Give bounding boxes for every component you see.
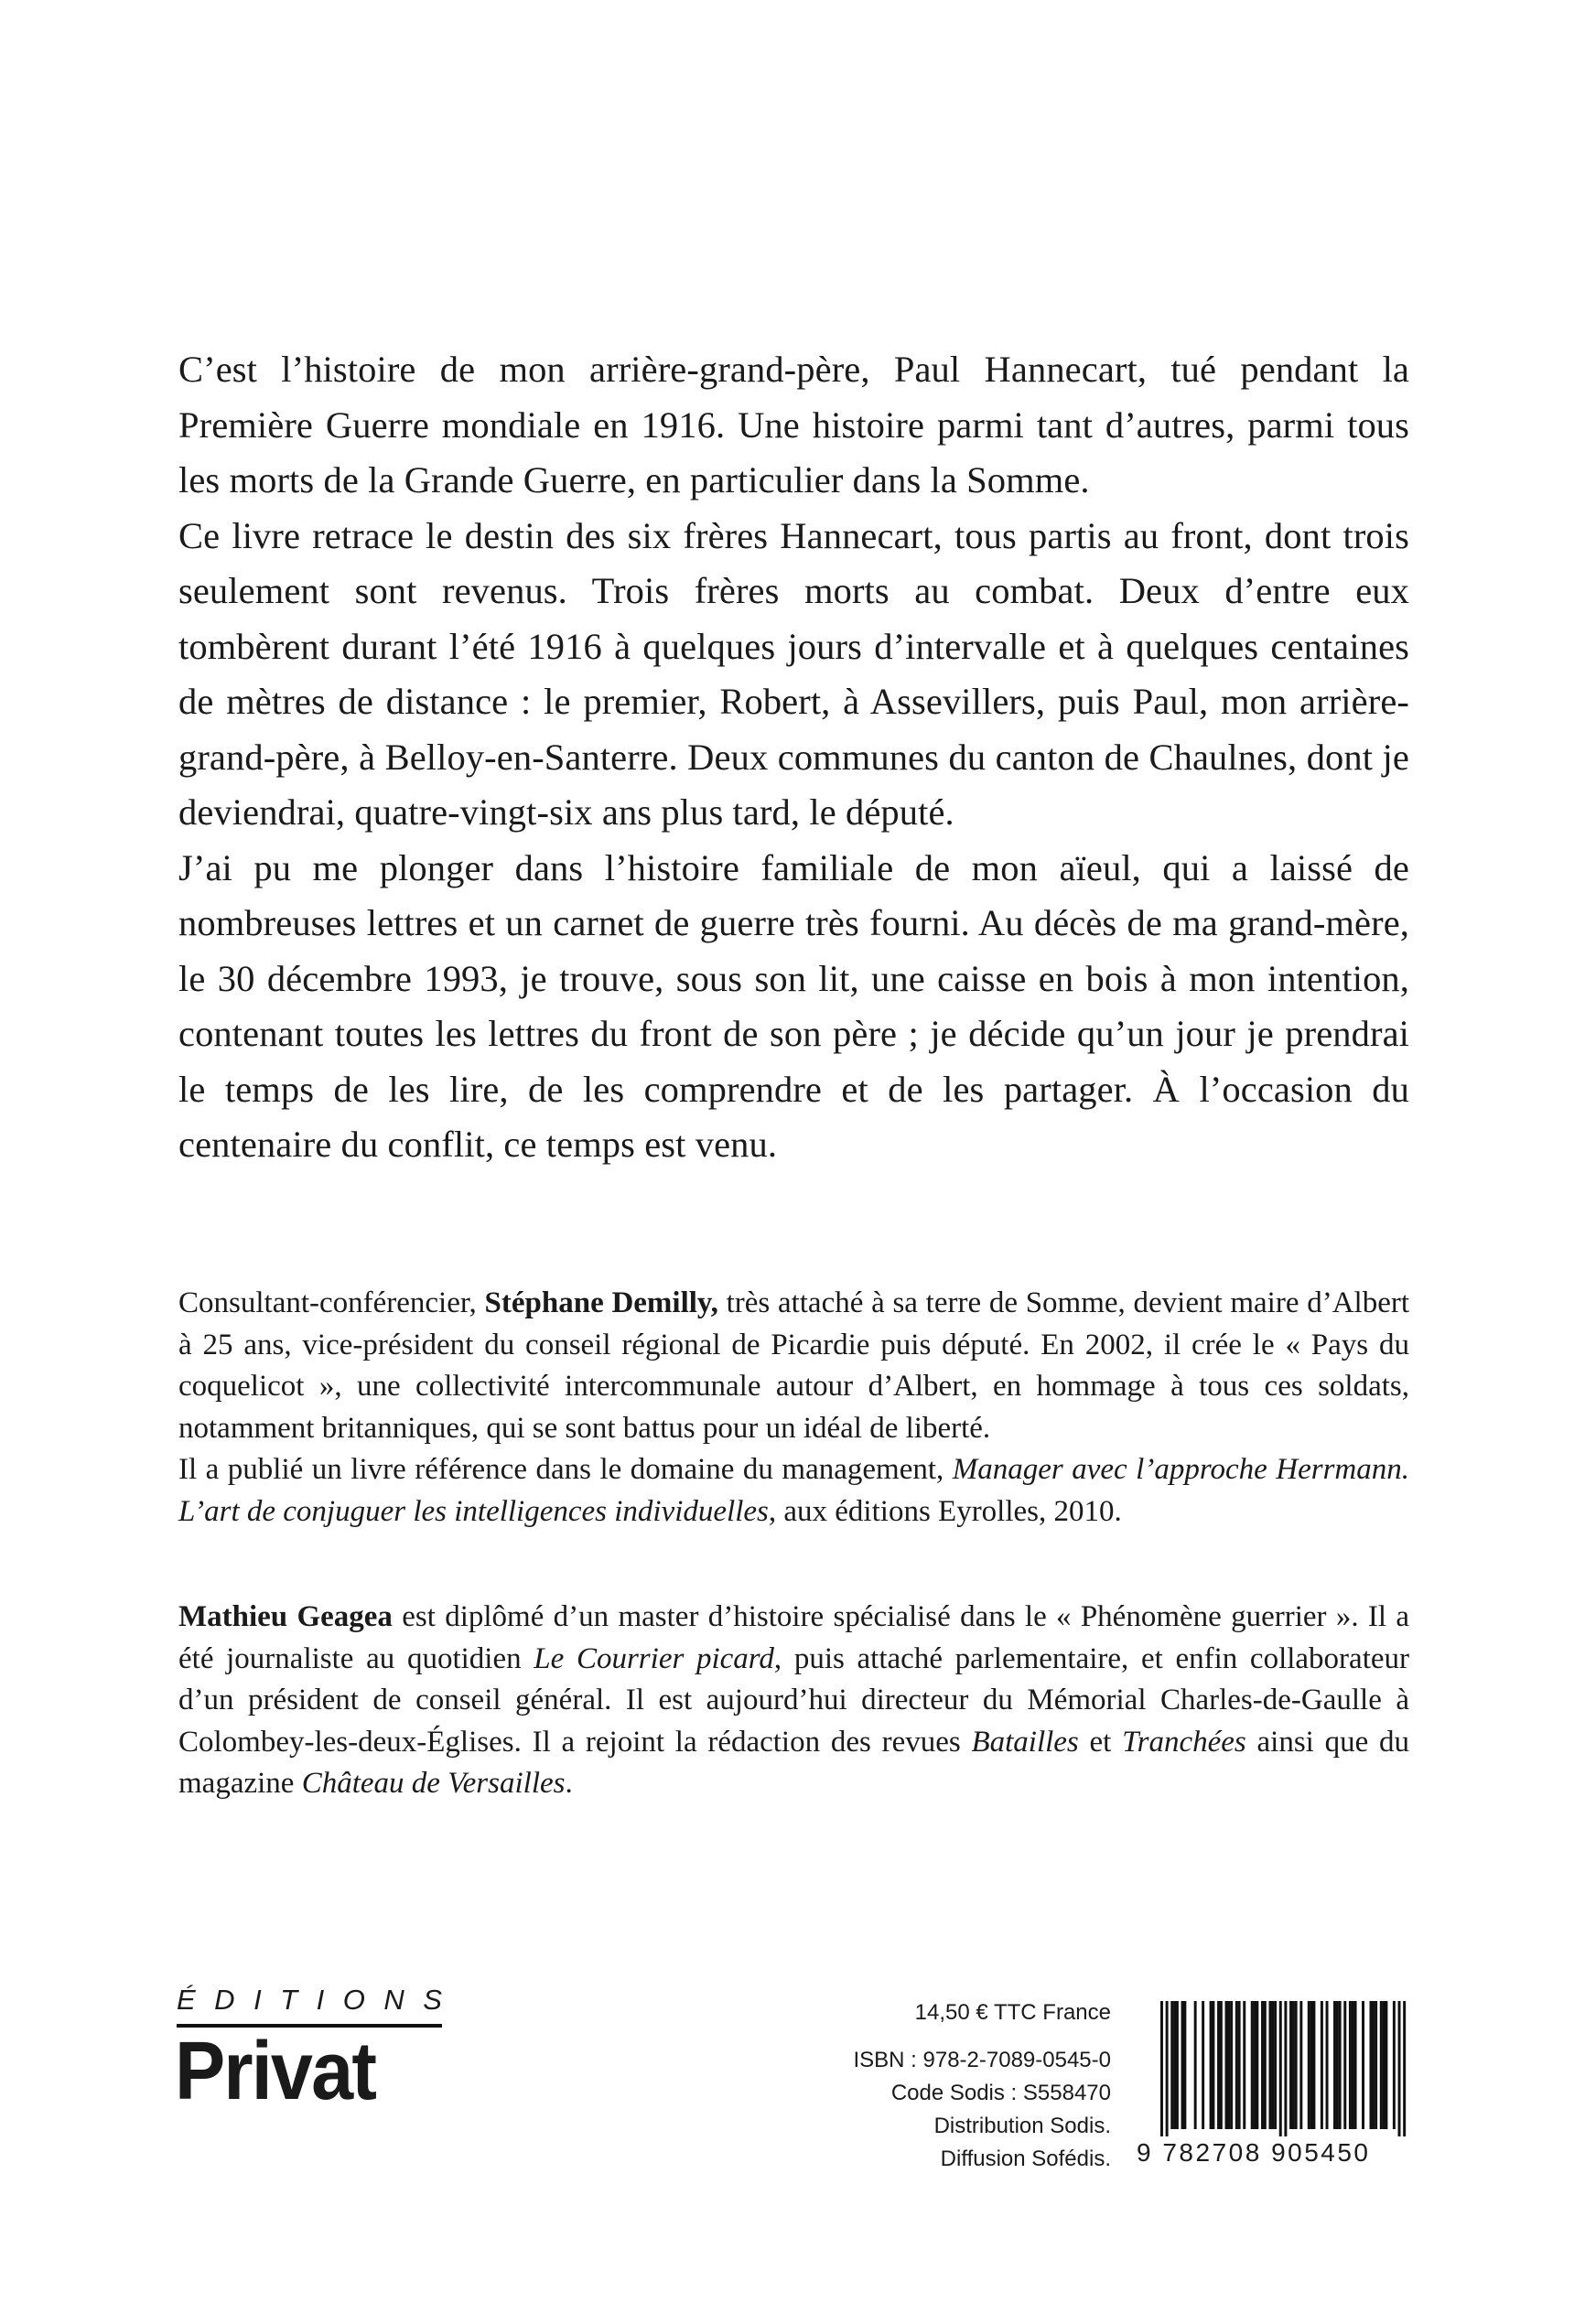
barcode-digits: 9 782708 905450	[1137, 2138, 1371, 2167]
publisher-logo	[175, 1984, 461, 2130]
coauthor-text-4: ainsi que du magazine	[178, 1725, 1409, 1800]
barcode-bar	[1166, 2001, 1169, 2136]
barcode-bar	[1235, 2001, 1238, 2129]
author-publication-intro: Il a publié un livre référence dans le domaine du management,	[178, 1453, 953, 1486]
barcode-bar	[1254, 2001, 1256, 2129]
author-publication-outro: , aux éditions Eyrolles, 2010.	[768, 1494, 1122, 1528]
coauthor-text-5: .	[565, 1767, 573, 1800]
barcode-bar	[1227, 2001, 1230, 2129]
barcode-bar	[1176, 2001, 1179, 2129]
barcode-bar	[1183, 2001, 1186, 2129]
barcode-bar	[1261, 2001, 1264, 2129]
barcode-bar	[1274, 2001, 1277, 2129]
commercial-info	[787, 1996, 1111, 2176]
barcode-bar	[1284, 2001, 1287, 2136]
barcode-bar	[1336, 2001, 1339, 2129]
back-cover-summary	[178, 342, 1409, 1173]
isbn-label: ISBN : 978-2-7089-0545-0	[853, 2048, 1111, 2072]
barcode-bar	[1173, 2001, 1176, 2129]
publisher-logo-name: Privat	[175, 2026, 376, 2117]
barcode-bar	[1352, 2001, 1354, 2129]
author-book-title: Manager avec l’approche Herrmann. L’art de conjuguer les intelligences individuelles	[178, 1453, 1410, 1528]
barcode-bar	[1349, 2001, 1352, 2129]
barcode-bar	[1295, 2001, 1298, 2129]
barcode-bar	[1210, 2001, 1213, 2129]
barcode-bar	[1264, 2001, 1267, 2129]
barcode-bar	[1380, 2001, 1383, 2129]
publisher-logo-editions: ÉDITIONS	[177, 1984, 461, 2016]
coauthor-bio-paragraph	[178, 1597, 1409, 1805]
coauthor-text-3: et	[1078, 1725, 1123, 1759]
barcode-bar	[1212, 2001, 1214, 2129]
distribution-label: Distribution Sodis.	[933, 2114, 1111, 2138]
barcode-bar	[1310, 2001, 1313, 2129]
barcode-bar	[1321, 2001, 1323, 2129]
summary-paragraph-3: J’ai pu me plonger dans l’histoire familiale de mon aïeul, qui a laissé de nombreuses lettres et un carnet de guerre très fourni. Au décès de ma grand-mère, le 30 décembre 1993, je trouve, sous son lit, une caisse en bois à mon intention, contenant toutes les lettres du front de son père ; je décide qu’un jour je prendrai le temps de les lire, de les comprendre et de les partager. À l’occasion du centenaire du conflit, ce temps est venu.	[178, 846, 1409, 1165]
barcode-bar	[1354, 2001, 1357, 2129]
barcode-bar	[1217, 2001, 1220, 2129]
summary-paragraph-1: C’est l’histoire de mon arrière-grand-père, Paul Hannecart, tué pendant la Première Guerre mondiale en 1916. Une histoire parmi tant d’autres, parmi tous les morts de la Grande Guerre, en particulier dans la Somme.	[178, 349, 1409, 500]
barcode-bar	[1202, 2001, 1204, 2129]
author-bio-intro: Consultant-conférencier,	[178, 1286, 485, 1319]
barcode-bar	[1289, 2001, 1292, 2129]
barcode-bar	[1279, 2001, 1282, 2136]
barcode-bar	[1362, 2001, 1364, 2129]
barcode-bar	[1343, 2001, 1346, 2129]
review-title-2: Tranchées	[1122, 1725, 1246, 1759]
barcode-bar	[1339, 2001, 1342, 2129]
author-name: Stéphane Demilly,	[484, 1286, 718, 1319]
barcode-bar	[1385, 2001, 1387, 2129]
barcode-bar	[1256, 2001, 1258, 2129]
author-bio-paragraph-2	[178, 1449, 1409, 1533]
barcode-bar	[1268, 2001, 1271, 2129]
barcode-bar	[1375, 2001, 1377, 2129]
barcode-bar	[1160, 2001, 1163, 2136]
barcode-bar	[1292, 2001, 1295, 2129]
coauthor-text-2: , puis attaché parlementaire, et enfin collaborateur d’un président de conseil général. Il est aujourd’hui directeur du Mémorial Charles-de-Gaulle à Colombey-les-deux-Églises. Il a rejoint la rédaction des revues	[178, 1641, 1409, 1759]
barcode-bar	[1243, 2001, 1245, 2129]
barcode-bar	[1181, 2001, 1184, 2129]
barcode-bar	[1403, 2001, 1406, 2136]
barcode-bar	[1271, 2001, 1274, 2129]
barcode-bars	[1137, 2001, 1407, 2136]
sodis-code-label: Code Sodis : S558470	[890, 2081, 1111, 2105]
barcode-bar	[1225, 2001, 1228, 2129]
diffusion-label: Diffusion Sofédis.	[940, 2146, 1111, 2171]
barcode-bar	[1383, 2001, 1386, 2129]
barcode-bar	[1238, 2001, 1241, 2129]
barcode-bar	[1299, 2001, 1302, 2129]
magazine-title: Château de Versailles	[301, 1767, 566, 1800]
author-bio	[178, 1283, 1409, 1533]
coauthor-text-1: est diplômé d’un master d’histoire spécialisé dans le « Phénomène guerrier ». Il a été journaliste au quotidien	[178, 1600, 1410, 1675]
barcode-bar	[1393, 2001, 1396, 2129]
barcode-bar	[1372, 2001, 1375, 2129]
barcode-bar	[1170, 2001, 1173, 2129]
barcode-bar	[1370, 2001, 1373, 2129]
review-title-1: Batailles	[971, 1725, 1079, 1759]
barcode-bar	[1230, 2001, 1233, 2129]
coauthor-name: Mathieu Geagea	[178, 1600, 393, 1633]
isbn-barcode	[1137, 2001, 1407, 2167]
coauthor-bio	[178, 1597, 1409, 1805]
barcode-bar	[1220, 2001, 1223, 2129]
newspaper-title: Le Courrier picard	[534, 1641, 774, 1675]
barcode-bar	[1194, 2001, 1197, 2129]
barcode-bar	[1326, 2001, 1329, 2129]
barcode-bar	[1398, 2001, 1401, 2136]
barcode-bar	[1333, 2001, 1336, 2129]
price-label: 14,50 € TTC France	[914, 2000, 1111, 2025]
summary-paragraph-2: Ce livre retrace le destin des six frères Hannecart, tous partis au front, dont trois seulement sont revenus. Trois frères morts au combat. Deux d’entre eux tombèrent durant l’été 1916 à quelques jours d’intervalle et à quelques centaines de mètres de distance : le premier, Robert, à Assevillers, puis Paul, mon arrière-grand-père, à Belloy-en-Santerre. Deux communes du canton de Chaulnes, dont je deviendrai, quatre-vingt-six ans plus tard, le député.	[178, 514, 1409, 833]
barcode-bar	[1312, 2001, 1315, 2129]
barcode-bar	[1251, 2001, 1254, 2129]
author-bio-paragraph-1	[178, 1283, 1409, 1449]
barcode-bar	[1308, 2001, 1310, 2129]
author-bio-text: très attaché à sa terre de Somme, devient maire d’Albert à 25 ans, vice-président du conseil régional de Picardie puis député. En 2002, il crée le « Pays du coquelicot », une collectivité intercommunale autour d’Albert, en hommage à tous ces soldats, notamment britanniques, qui se sont battus pour un idéal de liberté.	[178, 1286, 1410, 1445]
